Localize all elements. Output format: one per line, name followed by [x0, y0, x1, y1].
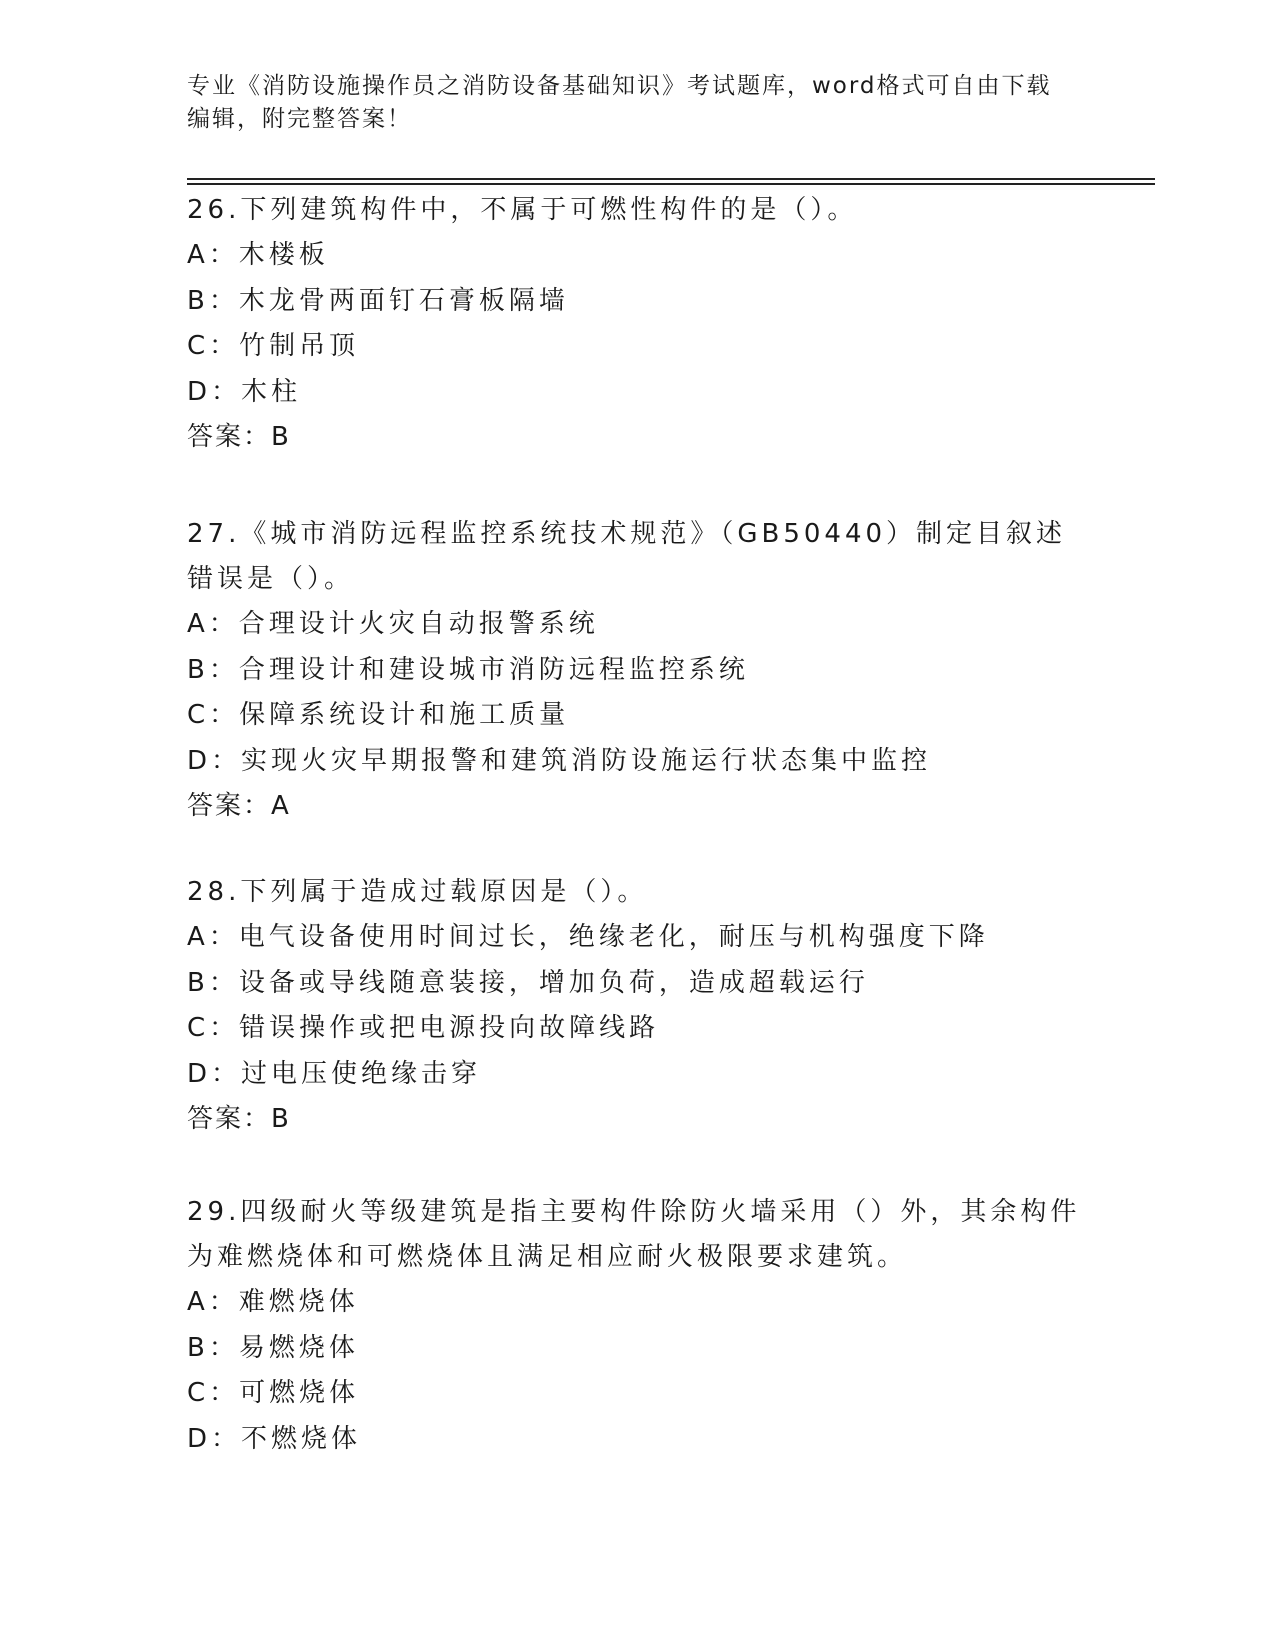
option-c: C：可燃烧体 [187, 1378, 360, 1408]
answer: 答案：B [187, 1104, 291, 1134]
option-c: C：错误操作或把电源投向故障线路 [187, 1013, 660, 1043]
option-a: A：木楼板 [187, 240, 329, 270]
question-stem: 27.《城市消防远程监控系统技术规范》（GB50440）制定目叙述错误是（）。 [187, 519, 1067, 594]
document-header: 专业《消防设施操作员之消防设备基础知识》考试题库，word格式可自由下载编辑，附完整答案！ [187, 73, 1052, 132]
option-b: B：木龙骨两面钉石膏板隔墙 [187, 285, 569, 316]
option-c: C：保障系统设计和施工质量 [187, 700, 570, 730]
question-stem: 29.四级耐火等级建筑是指主要构件除防火墙采用（）外，其余构件为难燃烧体和可燃烧体且满足相应耐火极限要求建筑。 [187, 1197, 1081, 1272]
question-stem: 26.下列建筑构件中，不属于可燃性构件的是（）。 [187, 195, 858, 225]
option-d: D：木柱 [187, 376, 302, 407]
option-b: B：设备或导线随意装接，增加负荷，造成超载运行 [187, 967, 869, 998]
question-27 [187, 512, 1087, 830]
option-a: A：难燃烧体 [187, 1287, 359, 1317]
header-divider-top [187, 178, 1155, 180]
option-c: C：竹制吊顶 [187, 331, 360, 361]
option-a: A：电气设备使用时间过长，绝缘老化，耐压与机构强度下降 [187, 922, 989, 952]
option-d: D：过电压使绝缘击穿 [187, 1058, 482, 1089]
answer: 答案：B [187, 422, 291, 452]
header-divider-bottom [187, 183, 1155, 185]
option-b: B：易燃烧体 [187, 1332, 359, 1363]
question-26 [187, 188, 1087, 461]
question-stem: 28.下列属于造成过载原因是（）。 [187, 877, 648, 907]
option-d: D：实现火灾早期报警和建筑消防设施运行状态集中监控 [187, 745, 932, 776]
option-d: D：不燃烧体 [187, 1423, 362, 1454]
option-a: A：合理设计火灾自动报警系统 [187, 609, 599, 639]
answer: 答案：A [187, 791, 291, 821]
option-b: B：合理设计和建设城市消防远程监控系统 [187, 654, 749, 685]
question-28 [187, 870, 1087, 1143]
question-29 [187, 1190, 1087, 1462]
